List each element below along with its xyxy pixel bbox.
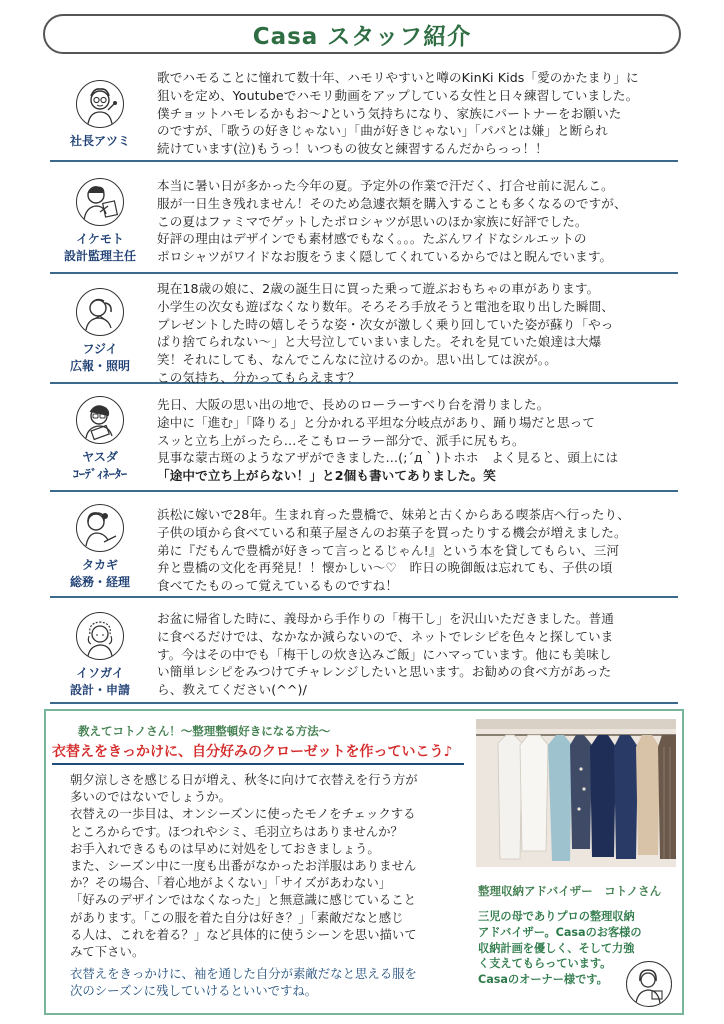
bio-line: 歌でハモることに憧れて数十年、ハモリやすいと噂のKinKi Kids「愛のかたまり」に [157, 70, 639, 85]
bio-line: す。今はその中でも「梅干しの炊き込みご飯」にハマっています。他にも美味し [157, 646, 612, 662]
staff-name [70, 133, 130, 150]
bio-line: 弟に『だもんで豊橋が好きって言っとるじゃん!』という本を貸してもらい、三河 [157, 542, 620, 558]
staff-avatar-column [50, 494, 150, 596]
staff-name [70, 557, 130, 591]
staff-name-line: ｺｰﾃﾞｨﾈｰﾀｰ [72, 467, 127, 481]
tips-line: 衣替えの一歩目は、オンシーズンに使ったモノをチェックする [70, 806, 416, 822]
bio-line: 子供の頃から食べている和菓子屋さんのお菓子を買ったりする機会が増えました。 [157, 524, 627, 540]
staff-name-line: 設計・申請 [69, 683, 130, 697]
staff-name [73, 449, 127, 483]
bio-line: 見事な蒙古斑のようなアザができました…(;´д｀)トホホ よく見ると、頭上には [157, 450, 619, 466]
bio-line: 僕チョットハモレるかもお～♪という気持ちになり、家族にパートナーをお願いた [157, 105, 622, 121]
tips-line: 多いのではないでしょうか。 [70, 789, 232, 805]
bio-line: この気持ち、分かってもらえます？ [157, 369, 361, 385]
advisor-line: く支えてもらっています。 [478, 957, 612, 971]
staff-ponytail-icon [76, 288, 124, 336]
bio-line: ら、教えてください(^^)/ [157, 682, 307, 698]
closet-clothes-photo [476, 719, 676, 867]
advisor-line: 収納計画を優しく、そして力強 [478, 941, 635, 955]
bio-line: 笑！それにしても、なんでこんなに泣けるのか。思い出しては涙が。。 [157, 352, 557, 368]
tips-line: また、シーズン中に一度も出番がなかったお洋服はありません [70, 858, 417, 874]
bio-line: 服が一日生き残れません！そのため急遽衣類を購入することも多くなるのですが、 [157, 195, 627, 211]
staff-drawing-icon [76, 178, 124, 226]
staff-name-line: 社長アツミ [69, 134, 130, 148]
staff-entry [50, 600, 678, 704]
tips-line: ところからです。ほつれやシミ、毛羽立ちはありませんか？ [70, 823, 403, 839]
tips-line: があります。「この服を着た自分は好き？」「素敵だなと感じ [70, 909, 404, 925]
tips-line: みて下さい。 [70, 944, 145, 960]
tips-divider [52, 763, 464, 765]
staff-bio [157, 610, 677, 699]
tips-line: お手入れできるものは早めに対処をしておきましょう。 [70, 840, 380, 856]
staff-name-line: 総務・経理 [69, 575, 130, 589]
advisor-face-icon [626, 961, 672, 1007]
bio-line: 弁と豊橋の文化を再発見！！懐かしい～♡ 昨日の晩御飯は忘れても、子供の頃 [157, 560, 613, 576]
staff-name [64, 231, 136, 265]
tips-line: る人は、これを着る？」など具体的に使うシーンを思い描いて [70, 926, 417, 942]
staff-name-line: イケモト [76, 232, 124, 246]
bio-line: 現在18歳の娘に、2歳の誕生日に買った乗って遊ぶおもちゃの車があります。 [157, 281, 600, 296]
staff-entry [50, 494, 678, 598]
tips-section [44, 709, 684, 1015]
staff-name [70, 341, 130, 375]
staff-name-line: 広報・照明 [69, 359, 130, 373]
bio-line: に食べるだけでは、なかなか減らないので、ネットでレシピを色々と探していま [157, 628, 614, 644]
staff-bio [157, 69, 677, 158]
page-title: Casa スタッフ紹介 [252, 23, 472, 50]
bio-line: 好評の理由はデザインでも素材感でもなく。。。たぶんワイドなシルエットの [157, 231, 587, 247]
staff-entry [50, 276, 678, 384]
advisor-line: Casaのオーナー様です。 [478, 973, 608, 987]
bio-line: 小学生の次女も遊ばなくなり数年。そろそろ手放そうと電池を取り出した瞬間、 [157, 298, 614, 314]
tips-subtitle: 教えてコトノさん！～整理整頓好きになる方法～ [78, 724, 331, 738]
staff-name [70, 665, 130, 699]
tips-closing-line: 衣替えをきっかけに、袖を通した自分が素敵だなと思える服を [70, 966, 417, 981]
staff-curly-hair-icon [76, 612, 124, 660]
bio-line: い簡単レシピをみつけてチャレンジしたいと思います。お勧めの食べ方があった [157, 664, 612, 680]
advisor-line: 三児の母でありプロの整理収納 [478, 910, 635, 923]
staff-glasses-laptop-icon [76, 396, 124, 444]
bio-line: 先日、大阪の思い出の地で、長めのローラーすべり台を滑りました。 [157, 397, 550, 412]
tips-line: 「好みのデザインではなくなった」と無意識に感じていること [70, 892, 417, 908]
staff-avatar-column [50, 276, 150, 382]
tips-line: 朝夕涼しさを感じる日が増え、秋冬に向けて衣替えを行う方が [70, 772, 418, 787]
staff-name-line: フジイ [82, 342, 118, 356]
bio-line: 狙いを定め、Youtubeでハモリ動画をアップしている女性と日々練習していました。 [157, 87, 639, 103]
staff-bio [157, 280, 677, 387]
tips-closing-line: 次のシーズンに残していけるといいですね。 [70, 983, 318, 999]
bio-line: 本当に暑い日が多かった今年の夏。予定外の作業で汗だく、打合せ前に泥んこ。 [157, 178, 614, 193]
bio-line: 続けています(泣)もうっ！いつもの彼女と練習するんだからっっ！！ [157, 141, 548, 157]
staff-avatar-column [50, 386, 150, 490]
tips-line: か？その場合、「着心地がよくない」「サイズがあわない」 [70, 875, 392, 891]
staff-entry [50, 386, 678, 492]
staff-avatar-column [50, 600, 150, 702]
staff-name-line: タカギ [81, 558, 118, 572]
bio-line: のですが、「歌うの好きじゃない」「曲が好きじゃない」「パパとは嫌」と断られ [157, 123, 608, 139]
staff-name-line: 設計監理主任 [63, 249, 136, 263]
tips-body [70, 771, 470, 960]
tips-title: 衣替えをきっかけに、自分好みのクローゼットを作っていこう♪ [52, 744, 453, 760]
bio-line: 途中に「進む」「降りる」と分かれる平坦な分岐点があり、踊り場だと思って [157, 414, 595, 430]
staff-name-line: ヤスダ [82, 450, 118, 464]
staff-bio [157, 506, 677, 595]
bio-line: お盆に帰省した時に、義母から手作りの「梅干し」を沢山いただきました。普通 [157, 611, 614, 626]
staff-face-glasses-icon [76, 80, 124, 128]
staff-writing-icon [76, 504, 124, 552]
bio-line: ポロシャツがワイドなお腹をうまく隠してくれているからではと睨んでいます。 [157, 249, 613, 265]
bio-line: 浜松に嫁いで28年。生まれ育った豊橋で、妹弟と古くからある喫茶店へ行ったり、 [157, 507, 630, 522]
staff-avatar-column [50, 64, 150, 160]
bio-line: 食べてたものって覚えているものですね！ [157, 578, 399, 594]
advisor-label: 整理収納アドバイザー コトノさん [478, 884, 662, 898]
bio-line: プレゼントした時の嬉しそうな姿・次女が激しく乗り回していた姿が蘇り「やっ [157, 316, 614, 332]
bio-line: ぱり捨てられない～」と大号泣していまいました。それを見ていた娘達は大爆 [157, 334, 602, 350]
staff-avatar-column [50, 164, 150, 272]
page-header [43, 14, 681, 54]
bio-line: この夏はファミマでゲットしたポロシャツが思いのほか家族に好評でした。 [157, 213, 588, 229]
staff-entry [50, 64, 678, 162]
bio-line: スッと立ち上がったら…そこもローラー部分で、派手に尻もち。 [157, 432, 525, 448]
staff-name-line: イソガイ [76, 666, 124, 680]
staff-entry [50, 164, 678, 274]
tips-closing [70, 965, 480, 999]
advisor-line: アドバイザー。Casaのお客様の [478, 925, 642, 939]
bio-line: 「途中で立ち上がらない！」と2個も書いてありました。笑 [157, 468, 496, 484]
staff-bio [157, 177, 677, 266]
staff-bio [157, 396, 677, 485]
